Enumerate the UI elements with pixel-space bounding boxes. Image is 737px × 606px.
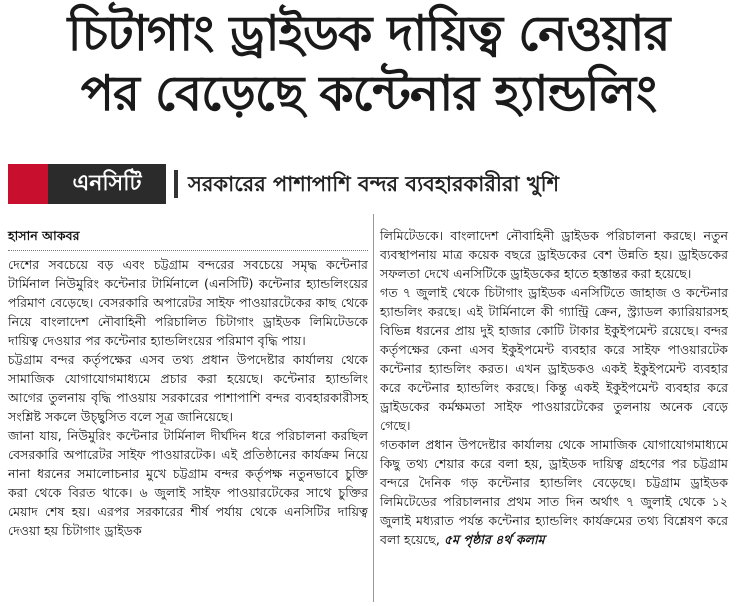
headline-line-1: চিটাগাং ড্রাইডক দায়িত্ব নেওয়ার [67, 5, 670, 62]
paragraph: গত ৭ জুলাই থেকে চিটাগাং ড্রাইডক এনসিটিতে জাহাজ ও কন্টেনার হ্যান্ডলিং করছে। এই টার্মিনালে কী গ্যান্ট্রি ক্রেন, স্ট্র্যাডল ক্যারিয়ারসহ বিভিন্ন ধরনের প্রায় দুই হাজার কোটি টাকার ইকুইপমেন্ট রয়েছে। বন্দর কর্তৃপক্ষের কেনা এসব ইকুইপমেন্ট ব্যবহার করে সাইফ পাওয়ারটেক কন্টেনার হ্যান্ডলিং করত। এখন ড্রাইডকও একই ইকুইপমেন্ট ব্যবহার করে কন্টেনার হ্যান্ডলিং করছে। কিন্তু একই ইকুইপমেন্ট ব্যবহার করে ড্রাইডকের কর্মক্ষমতা সাইফ পাওয়ারটেকের তুলনায় অনেক বেড়ে গেছে। [380, 285, 728, 433]
paragraph: জানা যায়, নিউমুরিং কন্টেনার টার্মিনাল দীর্ঘদিন ধরে পরিচালনা করছিল বেসরকারি অপারেটর সাইফ পাওয়ারটেক। এই প্রতিষ্ঠানের কার্যক্রম নিয়ে নানা ধরনের সমালোচনার মুখে চট্টগ্রাম বন্দর কর্তৃপক্ষ নতুনভাবে চুক্তি করা থেকে বিরত থাকে। ৬ জুলাই সাইফ পাওয়ারটেকের সাথে চুক্তির মেয়াদ শেষ হয়। এরপর সরকারের শীর্ষ পর্যায় থেকে এনসিটির দায়িত্ব দেওয়া হয় চিটাগাং ড্রাইডক [8, 428, 368, 538]
article-column-right [380, 226, 728, 549]
section-tag-label: এনসিটি [72, 171, 142, 196]
paragraph: দেশের সবচেয়ে বড় এবং চট্টগ্রাম বন্দরের সবচেয়ে সমৃদ্ধ কন্টেনার টার্মিনাল নিউমুরিং কন্টেনার টার্মিনালে (এনসিটি) কন্টেনার হ্যান্ডলিংয়ের পরিমাণ বেড়েছে। বেসরকারি অপারেটর সাইফ পাওয়ারটেকের কাছ থেকে নিয়ে বাংলাদেশ নৌবাহিনী পরিচালিত চিটাগাং ড্রাইডক লিমিটেডকে দায়িত্ব দেওয়ার পর কন্টেনার হ্যান্ডলিংয়ের পরিমাণ বৃদ্ধি পায়। [8, 257, 368, 348]
subheadline: সরকারের পাশাপাশি বন্দর ব্যবহারকারীরা খুশি [188, 172, 560, 196]
article-column-left [8, 226, 368, 540]
paragraph: লিমিটেডকে। বাংলাদেশ নৌবাহিনী ড্রাইডক পরিচালনা করছে। নতুন ব্যবস্থাপনায় মাত্র কয়েক বছরে ড্রাইডকের বেশ উন্নতি হয়। ড্রাইডকের সফলতা দেখে এনসিটিকে ড্রাইডকের হাতে হস্তান্তর করা হয়েছে। [380, 228, 728, 281]
tag-row [8, 164, 730, 204]
column-divider [373, 214, 374, 602]
separator-bar [174, 170, 178, 198]
paragraph [380, 435, 728, 549]
headline-line-2: পর বেড়েছে কন্টেনার হ্যান্ডলিং [80, 65, 657, 122]
section-tag [8, 164, 166, 204]
paragraph: চট্টগ্রাম বন্দর কর্তৃপক্ষের এসব তথ্য প্রধান উপদেষ্টার কার্যালয় থেকে সামাজিক যোগাযোগমাধ্যমে প্রচার করা হয়েছে। কন্টেনার হ্যান্ডলিং আগের তুলনায় বৃদ্ধি পাওয়ায় সরকারের পাশাপাশি বন্দর ব্যবহারকারীসহ সংশ্লিষ্ট সকলে উচ্ছ্বসিত বলে সূত্র জানিয়েছে। [8, 352, 368, 424]
byline: হাসান আকবর [8, 226, 368, 251]
tag-accent [8, 164, 48, 204]
continuation-note: ৫ম পৃষ্ঠার ৪র্থ কলাম [443, 532, 545, 547]
headline [0, 4, 737, 124]
paragraph-text: গতকাল প্রধান উপদেষ্টার কার্যালয় থেকে সামাজিক যোগাযোগমাধ্যমে কিছু তথ্য শেয়ার করে বলা হয়, ড্রাইডক দায়িত্ব গ্রহণের পর চট্টগ্রাম বন্দরে দৈনিক গড় কন্টেনার হ্যান্ডলিং বেড়েছে। চট্টগ্রাম ড্রাইডক লিমিটেডের পরিচালনার প্রথম সাত দিন অর্থাৎ ৭ জুলাই থেকে ১২ জুলাই মধ্যরাত পর্যন্ত কন্টেনার হ্যান্ডলিং কার্যক্রমের তথ্য বিশ্লেষণ করে বলা হয়েছে, [380, 437, 728, 547]
